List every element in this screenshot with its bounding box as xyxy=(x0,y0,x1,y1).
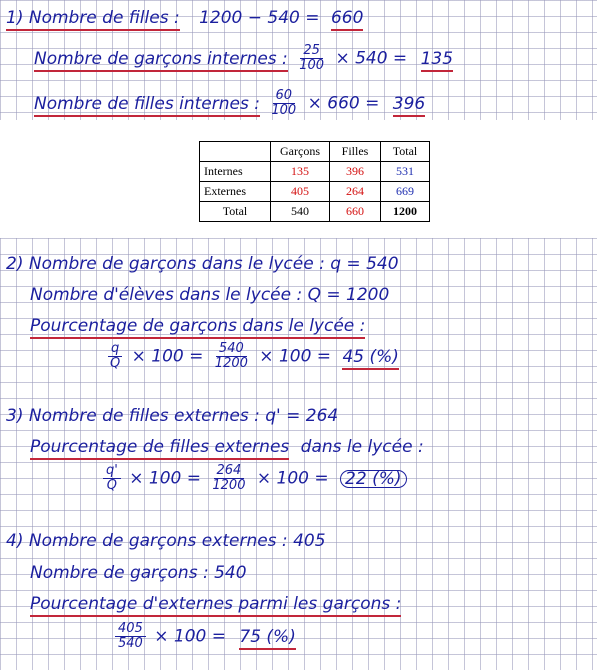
heading-pourcentage-garcons: Pourcentage de garçons dans le lycée : xyxy=(30,316,365,336)
fraction-q-Q: $\frac{q}{Q}$ xyxy=(107,342,123,371)
cell-total-garcons: 540 xyxy=(271,202,330,222)
table-row xyxy=(200,202,430,222)
formula-pourcentage-garcons: $\frac{q}{Q}$ × 100 = $\frac{540}{1200}$ × 100 = 45 (%) xyxy=(104,342,399,371)
label-filles-internes: Nombre de filles internes : xyxy=(34,94,260,117)
cell-total-filles: 660 xyxy=(330,202,381,222)
expr-filles-internes: × 660 = xyxy=(307,93,380,114)
table-header-empty xyxy=(200,142,271,162)
table-header-row xyxy=(200,142,430,162)
fraction-264-1200: $\frac{264}{1200}$ xyxy=(212,463,246,493)
fraction-405-540: $\frac{405}{540}$ xyxy=(115,622,146,651)
summary-table xyxy=(199,141,430,222)
cell-internes-total: 531 xyxy=(381,162,430,182)
line-nombre-filles xyxy=(6,8,363,28)
heading-pourcentage-filles-externes: Pourcentage de filles externes dans le lycée : xyxy=(30,437,424,457)
table-header-total: Total xyxy=(381,142,430,162)
result-filles-internes: 396 xyxy=(393,94,425,117)
formula-pourcentage-filles-externes: $\frac{q'}{Q}$ × 100 = $\frac{264}{1200}$ × 100 = 22 (%) xyxy=(100,464,407,493)
label-nombre-filles: 1) Nombre de filles : xyxy=(6,8,180,31)
table-header-filles: Filles xyxy=(330,142,381,162)
result-garcons-internes: 135 xyxy=(421,49,453,72)
line-nombre-eleves-lycee: Nombre d'élèves dans le lycée : Q = 1200 xyxy=(30,285,390,305)
line-nombre-garcons-lycee: 2) Nombre de garçons dans le lycée : q = 540 xyxy=(6,254,399,274)
cell-total-total: 1200 xyxy=(381,202,430,222)
line-filles-internes xyxy=(34,89,425,118)
cell-externes-total: 669 xyxy=(381,182,430,202)
result-pourcentage-filles-externes: 22 (%) xyxy=(340,470,406,488)
line-garcons-internes xyxy=(34,44,453,73)
cell-internes-filles: 396 xyxy=(330,162,381,182)
table-row xyxy=(200,182,430,202)
fraction-q-prime-Q: $\frac{q'}{Q}$ xyxy=(103,464,121,493)
fraction-60-100: $\frac{60}{100}$ xyxy=(271,88,297,118)
row-label-internes: Internes xyxy=(200,162,271,182)
expr-nombre-filles: 1200 − 540 = xyxy=(199,8,320,28)
fraction-25-100: $\frac{25}{100}$ xyxy=(299,43,325,73)
grid-paper-bottom xyxy=(0,238,597,670)
line-nombre-filles-externes: 3) Nombre de filles externes : q' = 264 xyxy=(6,406,339,426)
cell-externes-garcons: 405 xyxy=(271,182,330,202)
table-header-garcons: Garçons xyxy=(271,142,330,162)
line-nombre-garcons: Nombre de garçons : 540 xyxy=(30,563,247,583)
row-label-externes: Externes xyxy=(200,182,271,202)
label-garcons-internes: Nombre de garçons internes : xyxy=(34,49,288,72)
table-row xyxy=(200,162,430,182)
line-nombre-garcons-externes: 4) Nombre de garçons externes : 405 xyxy=(6,531,326,551)
grid-paper-top xyxy=(0,0,597,120)
fraction-540-1200: $\frac{540}{1200}$ xyxy=(214,341,248,371)
cell-externes-filles: 264 xyxy=(330,182,381,202)
result-pourcentage-externes: 75 (%) xyxy=(239,627,295,650)
result-nombre-filles: 660 xyxy=(331,8,363,31)
row-label-total: Total xyxy=(200,202,271,222)
cell-internes-garcons: 135 xyxy=(271,162,330,182)
result-pourcentage-garcons: 45 (%) xyxy=(342,347,398,370)
formula-pourcentage-externes: $\frac{405}{540}$ × 100 = 75 (%) xyxy=(112,622,296,651)
expr-garcons-internes: × 540 = xyxy=(335,48,408,69)
heading-pourcentage-externes: Pourcentage d'externes parmi les garçons : xyxy=(30,594,401,614)
